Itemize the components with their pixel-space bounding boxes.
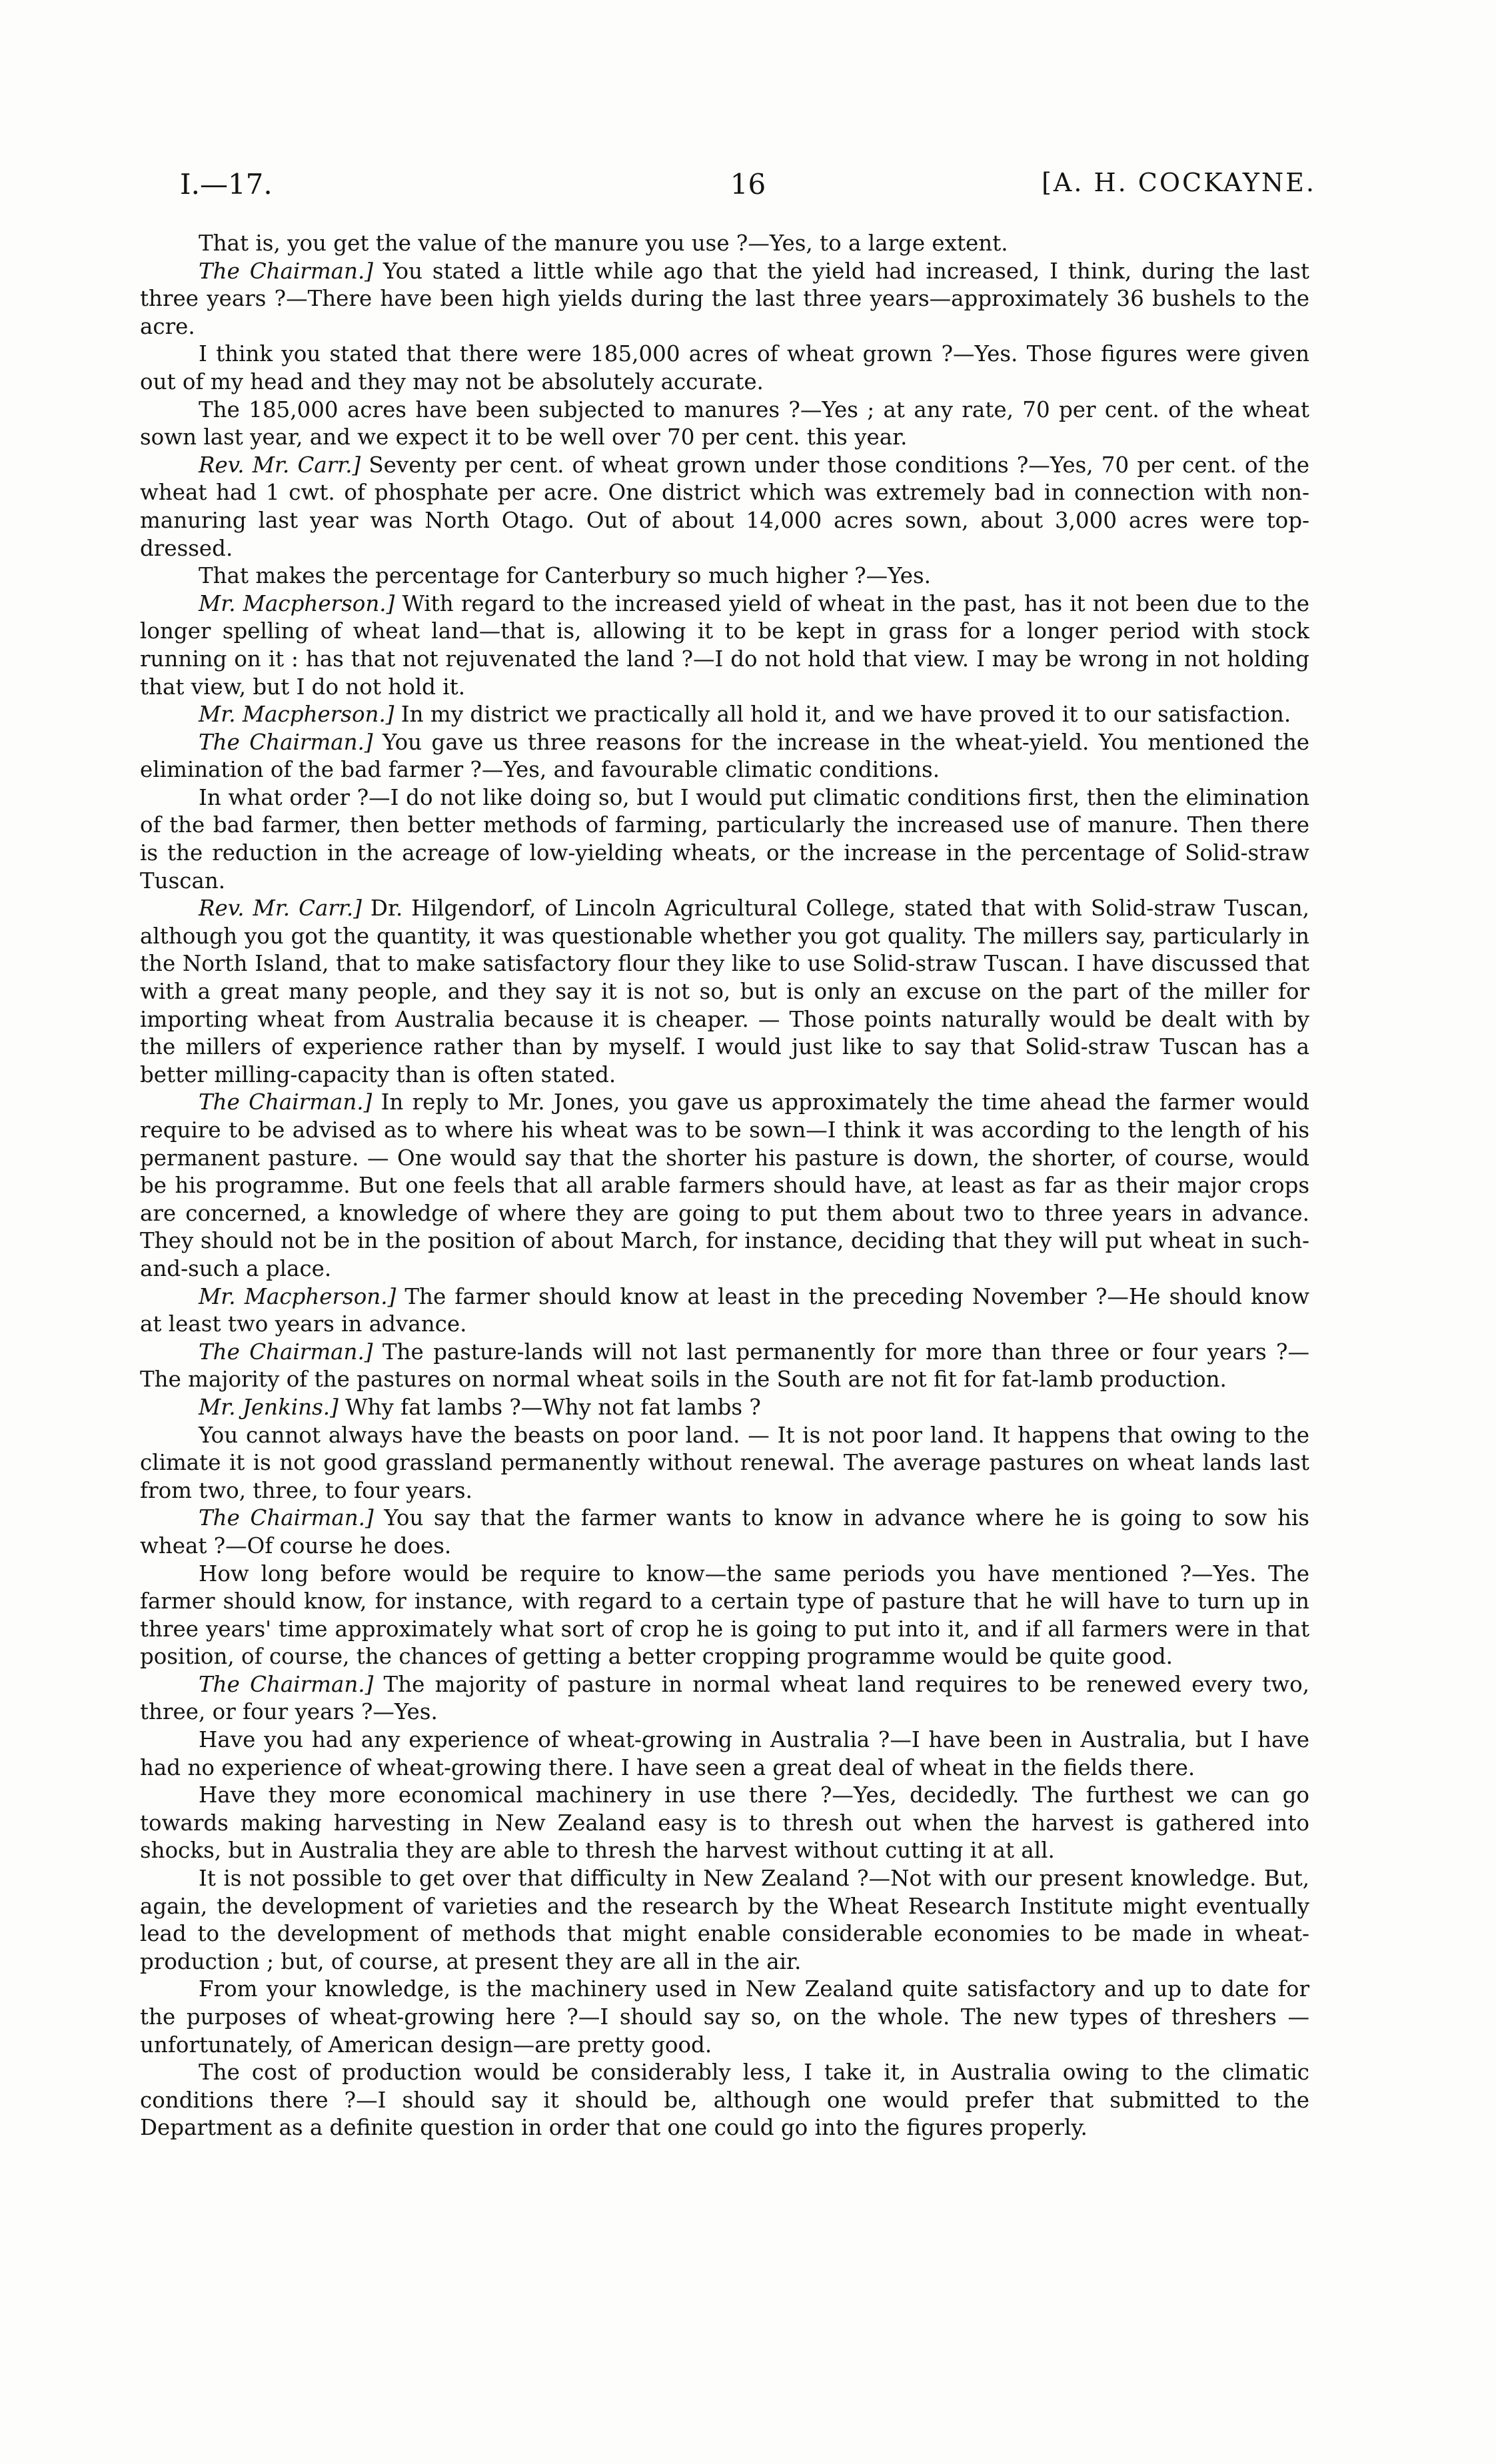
speaker-label: The Chairman.] bbox=[199, 1505, 374, 1531]
paragraph-text: In my district we practically all hold it, and we have proved it to our satisfaction. bbox=[394, 702, 1291, 728]
paragraph-text: Seventy per cent. of wheat grown under those conditions ?—Yes, 70 per cent. of the wheat had 1 cwt. of phosphate per acre. One district which was extremely bad in connection with non-manuring last year was North Otago. Out of about 14,000 acres sown, about 3,000 acres were top-dressed. bbox=[140, 452, 1309, 561]
paragraph-text: Why fat lambs ?—Why not fat lambs ? bbox=[338, 1394, 761, 1420]
paragraph-text: The majority of pasture in normal wheat land requires to be renewed every two, three, or four years ?—Yes. bbox=[140, 1671, 1309, 1725]
paragraph bbox=[140, 1865, 1309, 1976]
paper-reference: I.—17. bbox=[180, 168, 273, 201]
paragraph-text: Dr. Hilgendorf, of Lincoln Agricultural College, stated that with Solid-straw Tuscan, although you got the quantity, it was questionable whether you got quality. The millers say, particularly in the North Island, that to make satisfactory flour they like to use Solid-straw Tuscan. I have discussed that with a great many people, and they say it is not so, but is only an excuse on the part of the miller for importing wheat from Australia because it is cheaper. — Those points naturally would be dealt with by the millers of experience rather than by myself. I would just like to say that Solid-straw Tuscan has a better milling-capacity than is often stated. bbox=[140, 896, 1309, 1087]
paragraph bbox=[140, 1560, 1309, 1671]
speaker-label: Mr. Macpherson.] bbox=[199, 590, 395, 616]
paragraph bbox=[140, 1782, 1309, 1865]
paragraph bbox=[140, 1089, 1309, 1283]
paragraph bbox=[140, 895, 1309, 1089]
paragraph-text: Have they more economical machinery in use there ?—Yes, decidedly. The furthest we can go towards making harvesting in New Zealand easy is to thresh out when the harvest is gathered into shocks, but in Australia they are able to thresh the harvest without cutting it at all. bbox=[140, 1782, 1309, 1864]
speaker-label: The Chairman.] bbox=[199, 1339, 373, 1365]
paragraph-text: That makes the percentage for Canterbury so much higher ?—Yes. bbox=[199, 563, 931, 589]
page-header bbox=[180, 168, 1316, 208]
paragraph bbox=[140, 452, 1309, 562]
speaker-label: Mr. Jenkins.] bbox=[199, 1394, 339, 1420]
paragraph-text: From your knowledge, is the machinery used in New Zealand quite satisfactory and up to date for the purposes of wheat-growing here ?—I should say so, on the whole. The new types of threshers —unfortunately, of American design—are pretty good. bbox=[140, 1976, 1309, 2058]
paragraph-text: I think you stated that there were 185,000 acres of wheat grown ?—Yes. Those figures were given out of my head and they may not be absolutely accurate. bbox=[140, 341, 1309, 394]
page-number: 16 bbox=[730, 168, 766, 201]
paragraph bbox=[140, 1505, 1309, 1560]
speaker-label: The Chairman.] bbox=[199, 258, 373, 284]
transcript-body bbox=[140, 230, 1309, 2142]
paragraph bbox=[140, 2059, 1309, 2142]
speaker-label: Rev. Mr. Carr.] bbox=[199, 452, 361, 478]
paragraph-text: The cost of production would be considerably less, I take it, in Australia owing to the climatic conditions there ?—I should say it should be, although one would prefer that submitted to the Department as a definite question in order that one could go into the figures properly. bbox=[140, 2060, 1309, 2141]
paragraph bbox=[140, 258, 1309, 341]
paragraph bbox=[140, 562, 1309, 590]
speaker-label: The Chairman.] bbox=[199, 729, 373, 755]
paragraph bbox=[140, 590, 1309, 701]
paragraph bbox=[140, 701, 1309, 729]
paragraph bbox=[140, 784, 1309, 895]
paragraph-text: In reply to Mr. Jones, you gave us approximately the time ahead the farmer would require to be advised as to where his wheat was to be sown—I think it was according to the length of his permanent pasture. — One would say that the shorter his pasture is down, the shorter, of course, would be his programme. But one feels that all arable farmers should have, at least as far as their major crops are concerned, a knowledge of where they are going to put them about two to three years in advance. They should not be in the position of about March, for instance, deciding that they will put wheat in such-and-such a place. bbox=[140, 1089, 1309, 1281]
paragraph bbox=[140, 1283, 1309, 1339]
paragraph-text: How long before would be require to know—the same periods you have mentioned ?—Yes. The farmer should know, for instance, with regard to a certain type of pasture that he will have to turn up in three years' time approximately what sort of crop he is going to put into it, and if all farmers were in that position, of course, the chances of getting a better cropping programme would be quite good. bbox=[140, 1560, 1309, 1670]
paragraph-text: The 185,000 acres have been subjected to manures ?—Yes ; at any rate, 70 per cent. of the wheat sown last year, and we expect it to be well over 70 per cent. this year. bbox=[140, 396, 1309, 450]
paragraph bbox=[140, 1422, 1309, 1505]
paragraph-text: In what order ?—I do not like doing so, but I would put climatic conditions first, then the elimination of the bad farmer, then better methods of farming, particularly the increased use of manure. Then there is the reduction in the acreage of low-yielding wheats, or the increase in the percentage of Solid-straw Tuscan. bbox=[140, 784, 1309, 894]
paragraph-text: That is, you get the value of the manure you use ?—Yes, to a large extent. bbox=[199, 231, 1008, 256]
paragraph bbox=[140, 1339, 1309, 1394]
speaker-label: The Chairman.] bbox=[199, 1671, 374, 1697]
paragraph-text: It is not possible to get over that difficulty in New Zealand ?—Not with our present knowledge. But, again, the development of varieties and the research by the Wheat Research Institute might eventually lead to the development of methods that might enable considerable economies to be made in wheat-production ; but, of course, at present they are all in the air. bbox=[140, 1866, 1309, 1974]
speaker-label: Mr. Macpherson.] bbox=[199, 1283, 396, 1309]
paragraph bbox=[140, 396, 1309, 452]
paragraph bbox=[140, 230, 1309, 258]
paragraph-text: The pasture-lands will not last permanently for more than three or four years ?—The majority of the pastures on normal wheat soils in the South are not fit for fat-lamb production. bbox=[140, 1339, 1309, 1393]
paragraph bbox=[140, 729, 1309, 784]
speaker-label: The Chairman.] bbox=[199, 1089, 373, 1115]
paragraph-text: The farmer should know at least in the preceding November ?—He should know at least two years in advance. bbox=[140, 1283, 1310, 1337]
paragraph bbox=[140, 340, 1309, 396]
paragraph bbox=[140, 1671, 1309, 1726]
paragraph-text: You gave us three reasons for the increase in the wheat-yield. You mentioned the elimination of the bad farmer ?—Yes, and favourable climatic conditions. bbox=[140, 729, 1309, 783]
paragraph-text: With regard to the increased yield of wheat in the past, has it not been due to the longer spelling of wheat land—that is, allowing it to be kept in grass for a longer period with stock running on it : has that not rejuvenated the land ?—I do not hold that view. I may be wrong in not holding that view, but I do not hold it. bbox=[140, 590, 1310, 700]
speaker-label: Rev. Mr. Carr.] bbox=[199, 896, 362, 922]
paragraph bbox=[140, 1726, 1309, 1782]
paragraph bbox=[140, 1394, 1309, 1422]
witness-name: [A. H. COCKAYNE. bbox=[1042, 168, 1316, 197]
paragraph-text: Have you had any experience of wheat-growing in Australia ?—I have been in Australia, but I have had no experience of wheat-growing there. I have seen a great deal of wheat in the fields there. bbox=[140, 1727, 1309, 1780]
paragraph bbox=[140, 1976, 1309, 2059]
paragraph-text: You stated a little while ago that the yield had increased, I think, during the last three years ?—There have been high yields during the last three years—approximately 36 bushels to the acre. bbox=[140, 258, 1309, 339]
paragraph-text: You cannot always have the beasts on poor land. — It is not poor land. It happens that owing to the climate it is not good grassland permanently without renewal. The average pastures on wheat lands last from two, three, to four years. bbox=[140, 1422, 1309, 1503]
paragraph-text: You say that the farmer wants to know in advance where he is going to sow his wheat ?—Of course he does. bbox=[140, 1505, 1309, 1558]
speaker-label: Mr. Macpherson.] bbox=[199, 702, 394, 728]
